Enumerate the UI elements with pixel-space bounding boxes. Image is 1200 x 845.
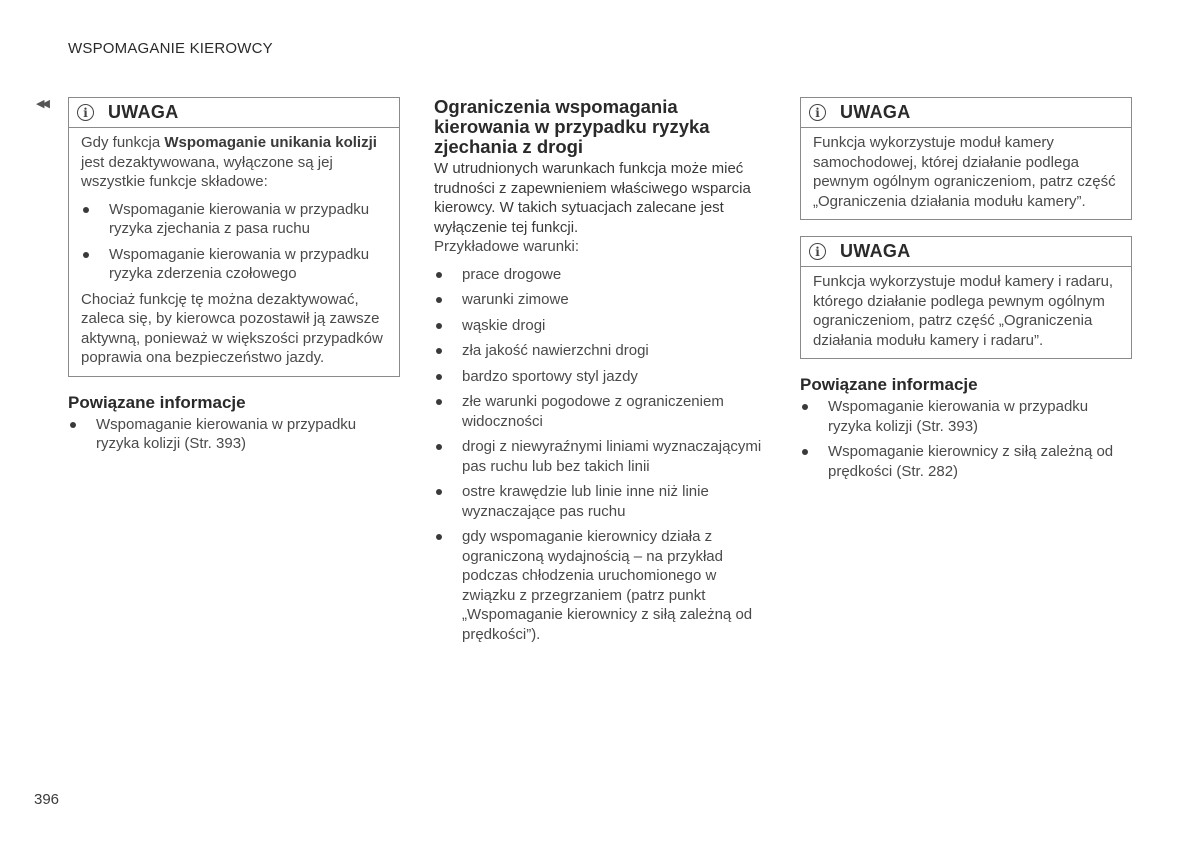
note-body (69, 128, 399, 376)
bullet-icon (436, 374, 442, 380)
intro-paragraph: W utrudnionych warunkach funkcja może mieć trudności z zapewnieniem właściwego wsparcia kierowcy. W takich sytuacjach zalecane jest wyłączenie tej funkcji. (434, 160, 751, 236)
note-header (801, 237, 1131, 267)
examples-label: Przykładowe warunki: (434, 238, 580, 255)
related-link-text[interactable]: Wspomaganie kierowania w przypadku ryzyka kolizji (Str. 393) (828, 398, 1089, 435)
list-item (434, 482, 768, 521)
related-info-title: Powiązane informacje (800, 375, 978, 394)
left-column (68, 97, 400, 460)
list-item (434, 316, 768, 336)
related-link[interactable] (800, 442, 1132, 481)
list-item-text: ostre krawędzie lub linie inne niż linie wyznaczające pas ruchu (462, 483, 709, 520)
list-item-text: bardzo sportowy styl jazdy (462, 367, 638, 385)
list-item (434, 265, 768, 285)
list-item (434, 341, 768, 361)
info-circle-icon: i (77, 104, 94, 121)
bullet-icon (436, 399, 442, 405)
bullet-icon (83, 207, 89, 213)
note-body (801, 267, 1131, 358)
note-title: UWAGA (840, 102, 911, 122)
info-circle-icon: i (809, 104, 826, 121)
related-link-text[interactable]: Wspomaganie kierowania w przypadku ryzyka kolizji (Str. 393) (96, 415, 357, 452)
list-item-text: złe warunki pogodowe z ograniczeniem widoczności (462, 393, 724, 430)
note-header (801, 98, 1131, 128)
list-item (434, 290, 768, 310)
bullet-icon (436, 444, 442, 450)
note-title: UWAGA (840, 241, 911, 261)
related-link-text[interactable]: Wspomaganie kierownicy z siłą zależną od prędkości (Str. 282) (828, 443, 1114, 480)
bullet-icon (802, 449, 808, 455)
related-info-list (68, 415, 400, 454)
note-body (801, 128, 1131, 219)
related-info-list (800, 397, 1132, 481)
list-item (81, 200, 387, 239)
related-link[interactable] (800, 397, 1132, 436)
list-item (81, 245, 387, 284)
list-item (434, 527, 768, 644)
note-intro-suffix: jest dezaktywowana, wyłączone są jej wszystkie funkcje składowe: (81, 153, 333, 190)
note-text: Funkcja wykorzystuje moduł kamery i radaru, którego działanie podlega pewnym ogólnym ograniczeniom, patrz część „Ograniczenia działania modułu kamery i radaru”. (813, 273, 1114, 349)
list-item (434, 367, 768, 387)
list-item-text: wąskie drogi (462, 316, 546, 334)
list-item-text: Wspomaganie kierowania w przypadku ryzyka zjechania z pasa ruchu (109, 200, 370, 237)
note-box (68, 97, 400, 377)
list-item-text: warunki zimowe (462, 291, 569, 308)
list-item-text: zła jakość nawierzchni drogi (462, 342, 649, 359)
note-title: UWAGA (108, 102, 179, 122)
conditions-list (434, 265, 768, 645)
related-info-title: Powiązane informacje (68, 392, 246, 412)
list-item-text: Wspomaganie kierowania w przypadku ryzyka zderzenia czołowego (109, 245, 370, 282)
note-text: Funkcja wykorzystuje moduł kamery samochodowej, której działanie podlega pewnym ogólnym ograniczeniom, patrz część „Ograniczenia działania modułu kamery”. (813, 134, 1116, 210)
bullet-icon (83, 252, 89, 258)
list-item-text: prace drogowe (462, 265, 562, 283)
note-list (81, 200, 387, 284)
bullet-icon (436, 534, 442, 540)
feature-name: Wspomaganie unikania kolizji (164, 134, 377, 151)
bullet-icon (436, 348, 442, 354)
bullet-icon (436, 297, 442, 303)
list-item-text: gdy wspomaganie kierownicy działa z ograniczoną wydajnością – na przykład podczas chłodzenia uruchomionego w związku z przegrzaniem (patrz punkt „Wspomaganie kierownicy z siłą zależną od prędkości”). (462, 528, 753, 643)
list-item (434, 392, 768, 431)
list-item-text: drogi z niewyraźnymi liniami wyznaczającymi pas ruchu lub bez takich linii (462, 438, 762, 475)
note-box-camera-radar (800, 236, 1132, 359)
double-left-arrow-icon: ◀◀ (36, 98, 47, 110)
bullet-icon (802, 404, 808, 410)
note-intro-prefix: Gdy funkcja (81, 134, 165, 151)
bullet-icon (436, 323, 442, 329)
bullet-icon (436, 272, 442, 278)
bullet-icon (436, 489, 442, 495)
note-outro: Chociaż funkcję tę można dezaktywować, zaleca się, by kierowca pozostawił ją zawsze aktywną, ponieważ w większości przypadków poprawia ona bezpieczeństwo jazdy. (81, 290, 383, 366)
middle-column (434, 97, 768, 650)
note-intro (81, 133, 387, 192)
list-item (434, 437, 768, 476)
note-box-camera (800, 97, 1132, 220)
running-header: WSPOMAGANIE KIEROWCY (68, 40, 273, 57)
note-header (69, 98, 399, 128)
right-column (800, 97, 1132, 487)
section-heading: Ograniczenia wspomagania kierowania w przypadku ryzyka zjechania z drogi (434, 96, 710, 157)
related-link[interactable] (68, 415, 400, 454)
bullet-icon (70, 422, 76, 428)
page-number: 396 (34, 791, 60, 808)
info-circle-icon: i (809, 243, 826, 260)
